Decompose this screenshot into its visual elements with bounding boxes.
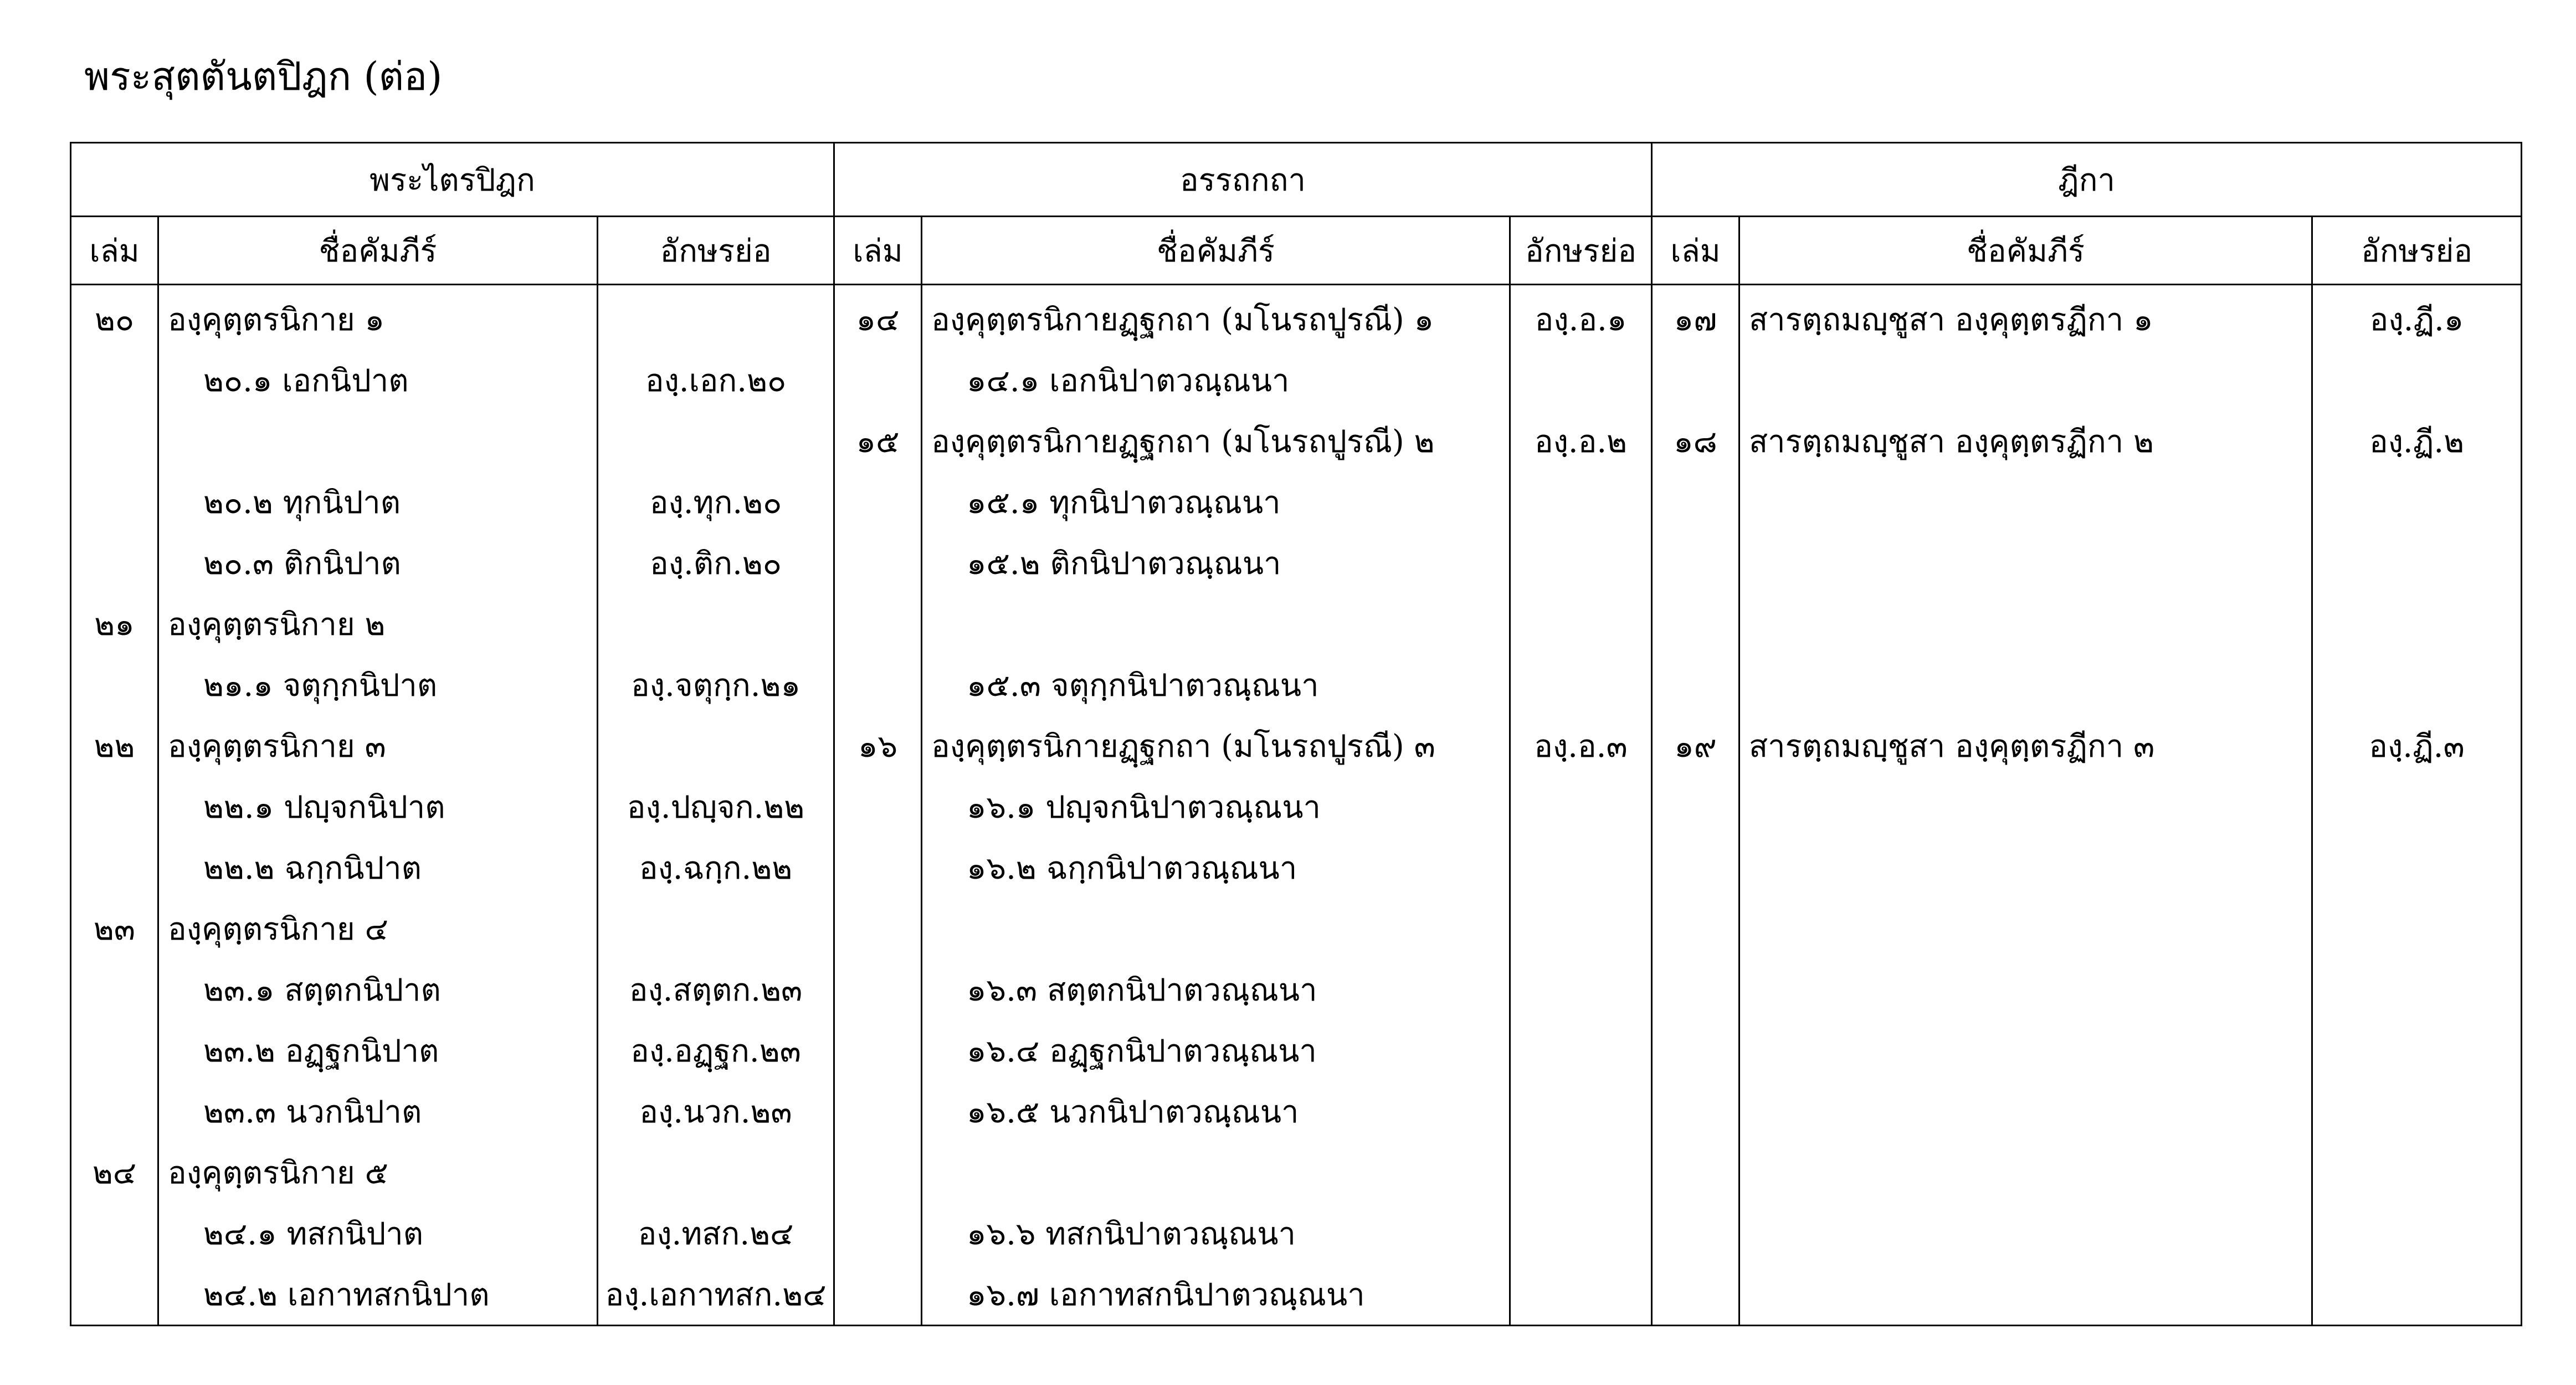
col-header-name: ชื่อคัมภีร์ xyxy=(158,217,598,285)
atthakatha-name-cell: ๑๖.๖ ทสกนิปาตวณฺณนา xyxy=(922,1203,1510,1264)
tipitaka-abbreviation-cell: องฺ.ทุก.๒๐ xyxy=(598,471,834,532)
group-header-atthakatha: อรรถกถา xyxy=(834,143,1652,217)
tipitaka-volume-cell: ๒๑ xyxy=(71,593,158,654)
atthakatha-abbreviation-cell xyxy=(1510,776,1652,837)
tika-name-cell xyxy=(1739,1264,2312,1326)
atthakatha-abbreviation-cell xyxy=(1510,1264,1652,1326)
atthakatha-name-cell xyxy=(922,593,1510,654)
tipitaka-volume-cell xyxy=(71,350,158,411)
tipitaka-name-cell: ๒๒.๑ ปญฺจกนิปาต xyxy=(158,776,598,837)
tika-volume-cell xyxy=(1652,1203,1739,1264)
tipitaka-abbreviation-cell xyxy=(598,898,834,959)
tipitaka-abbreviation-cell: องฺ.อฏฺฐก.๒๓ xyxy=(598,1020,834,1081)
tika-abbreviation-cell: องฺ.ฏี.๑ xyxy=(2312,285,2522,350)
tipitaka-abbreviation-cell xyxy=(598,411,834,471)
atthakatha-name-cell: องฺคุตฺตรนิกายฏฺฐกถา (มโนรถปูรณี) ๑ xyxy=(922,285,1510,350)
tipitaka-name-cell: ๒๒.๒ ฉกฺกนิปาต xyxy=(158,837,598,898)
tipitaka-volume-cell xyxy=(71,471,158,532)
atthakatha-volume-cell xyxy=(834,1264,922,1326)
tika-abbreviation-cell xyxy=(2312,898,2522,959)
atthakatha-abbreviation-cell xyxy=(1510,1020,1652,1081)
tika-abbreviation-cell xyxy=(2312,532,2522,593)
tika-abbreviation-cell xyxy=(2312,1142,2522,1203)
tipitaka-volume-cell xyxy=(71,654,158,715)
tipitaka-abbreviation-cell: องฺ.ปญฺจก.๒๒ xyxy=(598,776,834,837)
atthakatha-volume-cell xyxy=(834,350,922,411)
col-header-abbreviation: อักษรย่อ xyxy=(598,217,834,285)
tipitaka-volume-cell: ๒๔ xyxy=(71,1142,158,1203)
tika-name-cell xyxy=(1739,654,2312,715)
tika-name-cell xyxy=(1739,532,2312,593)
tipitaka-abbreviation-cell xyxy=(598,715,834,776)
tika-name-cell xyxy=(1739,350,2312,411)
tipitaka-volume-cell: ๒๒ xyxy=(71,715,158,776)
tipitaka-name-cell: องฺคุตฺตรนิกาย ๓ xyxy=(158,715,598,776)
tipitaka-volume-cell xyxy=(71,532,158,593)
tipitaka-name-cell: ๒๐.๓ ติกนิปาต xyxy=(158,532,598,593)
tika-volume-cell: ๑๙ xyxy=(1652,715,1739,776)
tika-abbreviation-cell xyxy=(2312,1020,2522,1081)
tipitaka-volume-cell xyxy=(71,411,158,471)
tika-abbreviation-cell xyxy=(2312,1264,2522,1326)
tika-name-cell xyxy=(1739,959,2312,1020)
tipitaka-volume-cell: ๒๐ xyxy=(71,285,158,350)
tika-volume-cell xyxy=(1652,959,1739,1020)
tika-name-cell xyxy=(1739,898,2312,959)
atthakatha-name-cell xyxy=(922,1142,1510,1203)
table-row xyxy=(71,1264,2522,1326)
atthakatha-volume-cell xyxy=(834,593,922,654)
tika-name-cell xyxy=(1739,776,2312,837)
tika-volume-cell xyxy=(1652,350,1739,411)
col-header-name: ชื่อคัมภีร์ xyxy=(922,217,1510,285)
tika-name-cell xyxy=(1739,1020,2312,1081)
tipitaka-name-cell: องฺคุตฺตรนิกาย ๑ xyxy=(158,285,598,350)
atthakatha-abbreviation-cell: องฺ.อ.๑ xyxy=(1510,285,1652,350)
atthakatha-abbreviation-cell xyxy=(1510,593,1652,654)
tipitaka-abbreviation-cell: องฺ.จตุกฺก.๒๑ xyxy=(598,654,834,715)
atthakatha-abbreviation-cell xyxy=(1510,1203,1652,1264)
atthakatha-name-cell: ๑๖.๔ อฏฺฐกนิปาตวณฺณนา xyxy=(922,1020,1510,1081)
tika-abbreviation-cell xyxy=(2312,350,2522,411)
atthakatha-name-cell: ๑๖.๑ ปญฺจกนิปาตวณฺณนา xyxy=(922,776,1510,837)
tika-volume-cell xyxy=(1652,1081,1739,1142)
tika-abbreviation-cell: องฺ.ฏี.๒ xyxy=(2312,411,2522,471)
tika-abbreviation-cell xyxy=(2312,593,2522,654)
tipitaka-abbreviation-cell: องฺ.เอกาทสก.๒๔ xyxy=(598,1264,834,1326)
tipitaka-abbreviation-cell xyxy=(598,1142,834,1203)
tipitaka-volume-cell xyxy=(71,1020,158,1081)
tipitaka-name-cell: องฺคุตฺตรนิกาย ๔ xyxy=(158,898,598,959)
atthakatha-name-cell xyxy=(922,898,1510,959)
atthakatha-name-cell: ๑๖.๓ สตฺตกนิปาตวณฺณนา xyxy=(922,959,1510,1020)
tika-volume-cell: ๑๗ xyxy=(1652,285,1739,350)
atthakatha-abbreviation-cell xyxy=(1510,654,1652,715)
tika-name-cell xyxy=(1739,837,2312,898)
tika-name-cell: สารตฺถมญฺชูสา องฺคุตฺตรฏีกา ๓ xyxy=(1739,715,2312,776)
atthakatha-volume-cell xyxy=(834,1142,922,1203)
atthakatha-name-cell: องฺคุตฺตรนิกายฏฺฐกถา (มโนรถปูรณี) ๓ xyxy=(922,715,1510,776)
group-header-tika: ฎีกา xyxy=(1652,143,2522,217)
page-title: พระสุตตันตปิฎก (ต่อ) xyxy=(84,54,443,99)
tipitaka-volume-cell: ๒๓ xyxy=(71,898,158,959)
tipitaka-name-cell: ๒๔.๒ เอกาทสกนิปาต xyxy=(158,1264,598,1326)
tika-name-cell xyxy=(1739,1142,2312,1203)
atthakatha-volume-cell xyxy=(834,1081,922,1142)
atthakatha-volume-cell xyxy=(834,776,922,837)
table-row xyxy=(71,471,2522,532)
tipitaka-volume-cell xyxy=(71,959,158,1020)
col-header-volume: เล่ม xyxy=(1652,217,1739,285)
col-header-name: ชื่อคัมภีร์ xyxy=(1739,217,2312,285)
tika-name-cell xyxy=(1739,593,2312,654)
tika-volume-cell xyxy=(1652,471,1739,532)
tika-abbreviation-cell xyxy=(2312,471,2522,532)
tika-abbreviation-cell: องฺ.ฏี.๓ xyxy=(2312,715,2522,776)
tika-abbreviation-cell xyxy=(2312,1081,2522,1142)
tika-name-cell xyxy=(1739,471,2312,532)
table-row xyxy=(71,1081,2522,1142)
atthakatha-volume-cell xyxy=(834,898,922,959)
table-row xyxy=(71,776,2522,837)
table-row xyxy=(71,959,2522,1020)
col-header-abbreviation: อักษรย่อ xyxy=(1510,217,1652,285)
tipitaka-abbreviation-cell: องฺ.นวก.๒๓ xyxy=(598,1081,834,1142)
scripture-table xyxy=(70,142,2522,1326)
tipitaka-abbreviation-cell: องฺ.ติก.๒๐ xyxy=(598,532,834,593)
atthakatha-abbreviation-cell xyxy=(1510,471,1652,532)
atthakatha-abbreviation-cell xyxy=(1510,898,1652,959)
tipitaka-name-cell: องฺคุตฺตรนิกาย ๒ xyxy=(158,593,598,654)
tika-name-cell xyxy=(1739,1203,2312,1264)
table-row xyxy=(71,837,2522,898)
col-header-abbreviation: อักษรย่อ xyxy=(2312,217,2522,285)
tika-volume-cell xyxy=(1652,532,1739,593)
tipitaka-abbreviation-cell xyxy=(598,285,834,350)
tika-volume-cell xyxy=(1652,1142,1739,1203)
table-row xyxy=(71,350,2522,411)
tipitaka-name-cell xyxy=(158,411,598,471)
col-header-volume: เล่ม xyxy=(834,217,922,285)
col-header-volume: เล่ม xyxy=(71,217,158,285)
group-header-tipitaka: พระไตรปิฎก xyxy=(71,143,834,217)
atthakatha-name-cell: ๑๕.๒ ติกนิปาตวณฺณนา xyxy=(922,532,1510,593)
atthakatha-abbreviation-cell xyxy=(1510,1081,1652,1142)
tipitaka-name-cell: ๒๐.๑ เอกนิปาต xyxy=(158,350,598,411)
table-row xyxy=(71,285,2522,350)
tipitaka-abbreviation-cell xyxy=(598,593,834,654)
atthakatha-abbreviation-cell xyxy=(1510,350,1652,411)
tipitaka-name-cell: ๒๑.๑ จตุกฺกนิปาต xyxy=(158,654,598,715)
tika-volume-cell xyxy=(1652,654,1739,715)
tipitaka-name-cell: ๒๓.๒ อฏฺฐกนิปาต xyxy=(158,1020,598,1081)
table-row xyxy=(71,654,2522,715)
atthakatha-volume-cell xyxy=(834,837,922,898)
tika-volume-cell xyxy=(1652,1020,1739,1081)
tipitaka-name-cell: องฺคุตฺตรนิกาย ๕ xyxy=(158,1142,598,1203)
tika-name-cell: สารตฺถมญฺชูสา องฺคุตฺตรฏีกา ๒ xyxy=(1739,411,2312,471)
tika-volume-cell xyxy=(1652,898,1739,959)
table-row xyxy=(71,898,2522,959)
tipitaka-name-cell: ๒๐.๒ ทุกนิปาต xyxy=(158,471,598,532)
tika-volume-cell xyxy=(1652,837,1739,898)
atthakatha-name-cell: ๑๔.๑ เอกนิปาตวณฺณนา xyxy=(922,350,1510,411)
tipitaka-name-cell: ๒๓.๓ นวกนิปาต xyxy=(158,1081,598,1142)
tipitaka-volume-cell xyxy=(71,1264,158,1326)
atthakatha-volume-cell xyxy=(834,959,922,1020)
tipitaka-volume-cell xyxy=(71,1081,158,1142)
table-row xyxy=(71,1203,2522,1264)
table-row xyxy=(71,1020,2522,1081)
atthakatha-volume-cell: ๑๔ xyxy=(834,285,922,350)
tika-abbreviation-cell xyxy=(2312,837,2522,898)
atthakatha-name-cell: ๑๕.๑ ทุกนิปาตวณฺณนา xyxy=(922,471,1510,532)
tika-abbreviation-cell xyxy=(2312,959,2522,1020)
tipitaka-volume-cell xyxy=(71,776,158,837)
atthakatha-name-cell: ๑๖.๕ นวกนิปาตวณฺณนา xyxy=(922,1081,1510,1142)
atthakatha-abbreviation-cell xyxy=(1510,837,1652,898)
tipitaka-abbreviation-cell: องฺ.สตฺตก.๒๓ xyxy=(598,959,834,1020)
atthakatha-abbreviation-cell xyxy=(1510,959,1652,1020)
tika-volume-cell xyxy=(1652,593,1739,654)
tika-abbreviation-cell xyxy=(2312,654,2522,715)
atthakatha-name-cell: ๑๕.๓ จตุกฺกนิปาตวณฺณนา xyxy=(922,654,1510,715)
atthakatha-abbreviation-cell: องฺ.อ.๓ xyxy=(1510,715,1652,776)
table-row xyxy=(71,532,2522,593)
tipitaka-name-cell: ๒๓.๑ สตฺตกนิปาต xyxy=(158,959,598,1020)
table-row xyxy=(71,593,2522,654)
tipitaka-abbreviation-cell: องฺ.เอก.๒๐ xyxy=(598,350,834,411)
tika-volume-cell xyxy=(1652,1264,1739,1326)
tipitaka-volume-cell xyxy=(71,837,158,898)
tipitaka-volume-cell xyxy=(71,1203,158,1264)
tipitaka-abbreviation-cell: องฺ.ทสก.๒๔ xyxy=(598,1203,834,1264)
tika-volume-cell xyxy=(1652,776,1739,837)
tika-abbreviation-cell xyxy=(2312,1203,2522,1264)
atthakatha-name-cell: ๑๖.๗ เอกาทสกนิปาตวณฺณนา xyxy=(922,1264,1510,1326)
atthakatha-abbreviation-cell xyxy=(1510,532,1652,593)
atthakatha-volume-cell xyxy=(834,1203,922,1264)
atthakatha-volume-cell: ๑๕ xyxy=(834,411,922,471)
atthakatha-volume-cell xyxy=(834,532,922,593)
atthakatha-abbreviation-cell: องฺ.อ.๒ xyxy=(1510,411,1652,471)
tika-abbreviation-cell xyxy=(2312,776,2522,837)
atthakatha-volume-cell xyxy=(834,471,922,532)
tipitaka-abbreviation-cell: องฺ.ฉกฺก.๒๒ xyxy=(598,837,834,898)
tika-name-cell xyxy=(1739,1081,2312,1142)
atthakatha-volume-cell: ๑๖ xyxy=(834,715,922,776)
table-row xyxy=(71,411,2522,471)
tika-name-cell: สารตฺถมญฺชูสา องฺคุตฺตรฏีกา ๑ xyxy=(1739,285,2312,350)
table-row xyxy=(71,1142,2522,1203)
atthakatha-volume-cell xyxy=(834,1020,922,1081)
tika-volume-cell: ๑๘ xyxy=(1652,411,1739,471)
table-row xyxy=(71,715,2522,776)
atthakatha-volume-cell xyxy=(834,654,922,715)
atthakatha-abbreviation-cell xyxy=(1510,1142,1652,1203)
tipitaka-name-cell: ๒๔.๑ ทสกนิปาต xyxy=(158,1203,598,1264)
atthakatha-name-cell: ๑๖.๒ ฉกฺกนิปาตวณฺณนา xyxy=(922,837,1510,898)
atthakatha-name-cell: องฺคุตฺตรนิกายฏฺฐกถา (มโนรถปูรณี) ๒ xyxy=(922,411,1510,471)
